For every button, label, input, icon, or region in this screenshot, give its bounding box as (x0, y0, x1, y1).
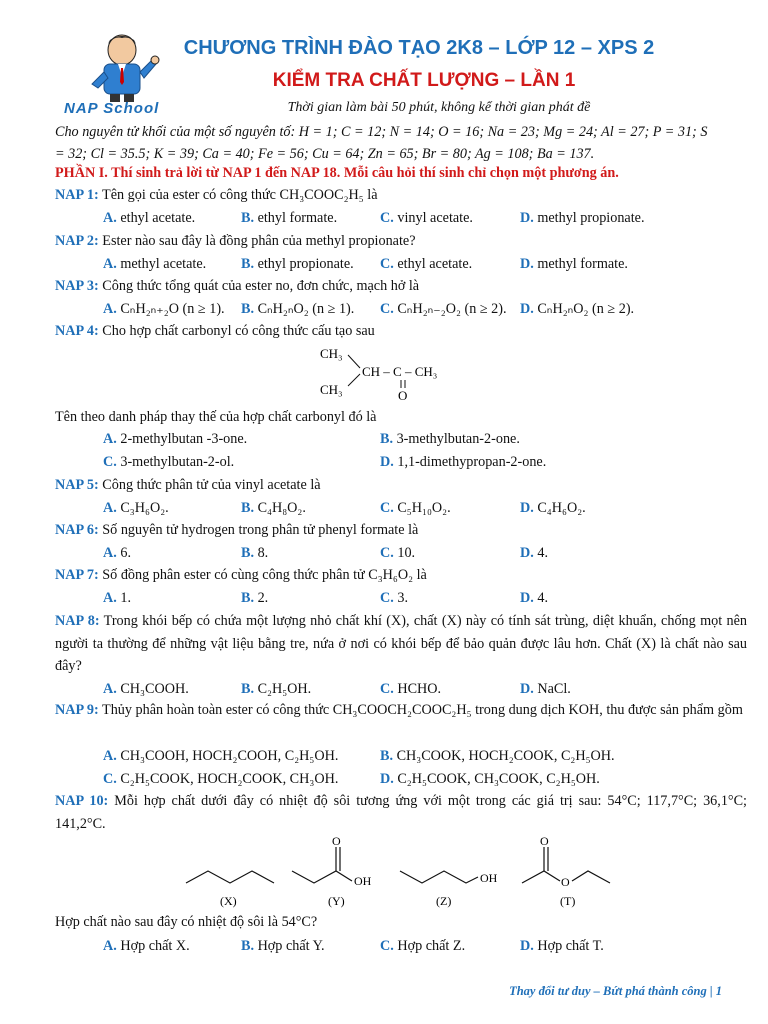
option-a[interactable]: A. 1. (103, 590, 131, 606)
question-label: NAP 3: (55, 278, 99, 294)
option-c[interactable]: C. C₂H₅COOK, HOCH₂COOK, CH₃OH. (103, 771, 339, 787)
structures-x-y-z-t (180, 835, 620, 910)
part1-heading: PHẦN I. Thí sinh trả lời từ NAP 1 đến NAP 18. Mỗi câu hỏi thí sinh chỉ chọn một phương án. (55, 165, 619, 181)
question-label: NAP 7: (55, 567, 99, 583)
question-9 (55, 699, 747, 722)
question-8 (55, 610, 747, 678)
option-c[interactable]: C. C₅H₁₀O₂. (380, 500, 451, 516)
question-label: NAP 4: (55, 323, 99, 339)
atomic-masses-line-1: Cho nguyên tử khối của một số nguyên tố: H = 1; C = 12; N = 14; O = 16; Na = 23; Mg = 24; Al = 27; P = 31; S (55, 124, 708, 140)
page-title: CHƯƠNG TRÌNH ĐÀO TẠO 2K8 – LỚP 12 – XPS 2 (183, 37, 655, 59)
option-d[interactable]: D. 1,1-dimethypropan-2-one. (380, 454, 547, 470)
question-10-text-2: Hợp chất nào sau đây có nhiệt độ sôi là 54°C? (55, 914, 318, 930)
option-a[interactable]: A. CH₃COOH, HOCH₂COOH, C₂H₅OH. (103, 748, 339, 764)
option-d[interactable]: D. 4. (520, 590, 548, 606)
question-label: NAP 1: (55, 187, 99, 203)
option-b[interactable]: B. C₄H₈O₂. (241, 500, 306, 516)
option-b[interactable]: B. Hợp chất Y. (241, 938, 325, 954)
structure-z-butanol (400, 871, 478, 883)
page-footer: Thay đổi tư duy – Bứt phá thành công | 1 (509, 984, 722, 998)
question-text: Mỗi hợp chất dưới đây có nhiệt độ sôi tương ứng với một trong các giá trị sau: 54°C; 117,7°C; 36,1°C; 141,2°C. (55, 793, 747, 832)
option-b[interactable]: B. ethyl propionate. (241, 256, 354, 272)
option-d[interactable]: D. methyl propionate. (520, 210, 645, 226)
svg-text:(Y): (Y) (328, 894, 345, 908)
option-b[interactable]: B. CH₃COOK, HOCH₂COOK, C₂H₅OH. (380, 748, 615, 764)
structure-t-ethyl-acetate (522, 871, 560, 883)
question-text: Số nguyên tử hydrogen trong phân tử phenyl formate là (102, 522, 419, 538)
option-a[interactable]: A. methyl acetate. (103, 256, 207, 272)
option-a[interactable]: A. CₙH₂ₙ₊₂O (n ≥ 1). (103, 301, 225, 317)
question-4 (55, 323, 375, 340)
svg-text:(X): (X) (220, 894, 237, 908)
option-d[interactable]: D. CₙH₂ₙO₂ (n ≥ 2). (520, 301, 635, 317)
question-1 (55, 187, 378, 204)
question-6 (55, 522, 418, 539)
option-a[interactable]: A. C₃H₆O₂. (103, 500, 169, 516)
option-c[interactable]: C. CₙH₂ₙ₋₂O₂ (n ≥ 2). (380, 301, 507, 317)
option-c[interactable]: C. vinyl acetate. (380, 210, 473, 226)
logo-text: NAP School (64, 100, 160, 117)
question-text: Tên gọi của ester có công thức CH₃COOC₂H₅ là (102, 187, 378, 203)
option-d[interactable]: D. Hợp chất T. (520, 938, 604, 954)
option-c[interactable]: C. Hợp chất Z. (380, 938, 466, 954)
svg-text:(T): (T) (560, 894, 576, 908)
question-text: Công thức tổng quát của ester no, đơn chức, mạch hở là (102, 278, 420, 294)
option-d[interactable]: D. methyl formate. (520, 256, 628, 272)
option-c[interactable]: C. 10. (380, 545, 416, 561)
svg-text:O: O (398, 388, 408, 403)
question-5 (55, 477, 321, 494)
question-10 (55, 790, 747, 835)
option-d[interactable]: D. C₄H₆O₂. (520, 500, 586, 516)
option-a[interactable]: A. Hợp chất X. (103, 938, 190, 954)
question-label: NAP 8: (55, 613, 100, 629)
question-label: NAP 6: (55, 522, 99, 538)
structure-x-pentane (186, 871, 274, 883)
svg-text:CH₃: CH₃ (320, 346, 343, 361)
question-label: NAP 2: (55, 233, 99, 249)
option-b[interactable]: B. C₂H₅OH. (241, 681, 312, 697)
svg-text:(Z): (Z) (436, 894, 452, 908)
option-c[interactable]: C. 3-methylbutan-2-ol. (103, 454, 235, 470)
option-c[interactable]: C. 3. (380, 590, 408, 606)
question-3 (55, 278, 419, 295)
question-label: NAP 10: (55, 793, 109, 809)
option-b[interactable]: B. CₙH₂ₙO₂ (n ≥ 1). (241, 301, 355, 317)
svg-text:O: O (561, 875, 570, 889)
structure-3-methylbutan-2-one (310, 342, 470, 404)
question-text: Trong khói bếp có chứa một lượng nhỏ chất khí (X), chất (X) này có tính sát trùng, diệt khuẩn, chống mọt nên người ta thường để những vật liệu bằng tre, nứa ở nơi có khói bếp để bảo quản được lâu hơn. Chất (X) là chất nào sau đây? (55, 613, 747, 674)
question-text: Số đồng phân ester có cùng công thức phân tử C₃H₆O₂ là (102, 567, 427, 583)
question-label: NAP 5: (55, 477, 99, 493)
option-d[interactable]: D. NaCl. (520, 681, 571, 697)
option-a[interactable]: A. ethyl acetate. (103, 210, 196, 226)
svg-text:O: O (540, 835, 549, 848)
svg-text:CH₃: CH₃ (320, 382, 343, 397)
question-2 (55, 233, 416, 250)
svg-text:O: O (332, 835, 341, 848)
question-text: Công thức phân tử của vinyl acetate là (102, 477, 321, 493)
option-c[interactable]: C. HCHO. (380, 681, 442, 697)
option-a[interactable]: A. 6. (103, 545, 131, 561)
svg-text:OH: OH (354, 874, 372, 888)
question-label: NAP 9: (55, 702, 99, 718)
atomic-masses-line-2: = 32; Cl = 35.5; K = 39; Ca = 40; Fe = 56; Cu = 64; Zn = 65; Br = 80; Ag = 108; Ba = 137. (55, 146, 595, 162)
structure-y-propanoic-acid (292, 871, 352, 883)
svg-text:OH: OH (480, 871, 498, 885)
time-note: Thời gian làm bài 50 phút, không kể thời gian phát đề (287, 100, 591, 115)
option-b[interactable]: B. 8. (241, 545, 269, 561)
page-subtitle: KIỂM TRA CHẤT LƯỢNG – LẦN 1 (272, 70, 576, 91)
option-a[interactable]: A. 2-methylbutan -3-one. (103, 431, 248, 447)
svg-text:CH – C – CH₃: CH – C – CH₃ (362, 364, 438, 379)
option-d[interactable]: D. 4. (520, 545, 548, 561)
question-7 (55, 567, 427, 584)
option-b[interactable]: B. ethyl formate. (241, 210, 338, 226)
option-b[interactable]: B. 3-methylbutan-2-one. (380, 431, 520, 447)
question-4-text-2: Tên theo danh pháp thay thế của hợp chất carbonyl đó là (55, 409, 377, 425)
question-text: Ester nào sau đây là đồng phân của methyl propionate? (102, 233, 416, 249)
option-a[interactable]: A. CH₃COOH. (103, 681, 189, 697)
option-c[interactable]: C. ethyl acetate. (380, 256, 473, 272)
option-b[interactable]: B. 2. (241, 590, 269, 606)
question-text: Thủy phân hoàn toàn ester có công thức CH₃COOCH₂COOC₂H₅ trong dung dịch KOH, thu được sản phẩm gồm (102, 702, 743, 718)
option-d[interactable]: D. C₂H₅COOK, CH₃COOK, C₂H₅OH. (380, 771, 600, 787)
question-text: Cho hợp chất carbonyl có công thức cấu tạo sau (102, 323, 375, 339)
